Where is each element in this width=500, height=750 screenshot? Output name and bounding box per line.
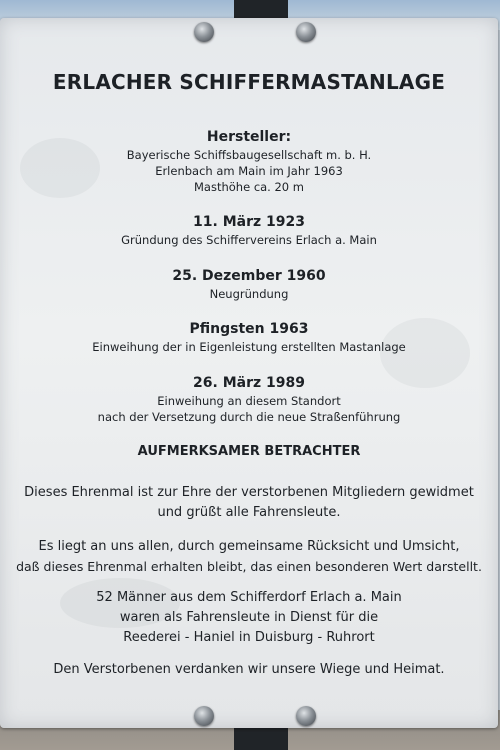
manufacturer-line: Masthöhe ca. 20 m [194, 180, 304, 194]
event-text: Gründung des Schiffervereins Erlach a. Main [121, 233, 377, 247]
paragraph-line: daß dieses Ehrenmal erhalten bleibt, das einen besonderen Wert darstellt. [16, 559, 482, 574]
paragraph-closing [0, 660, 498, 680]
bolt-icon [194, 706, 214, 726]
event-text: Einweihung an diesem Standort [157, 394, 341, 408]
bolt-icon [296, 22, 316, 42]
event-1960 [0, 267, 498, 302]
paragraph-line: Dieses Ehrenmal ist zur Ehre der verstorbenen Mitgliedern gewidmet [24, 485, 474, 500]
event-text: Einweihung der in Eigenleistung erstellten Mastanlage [92, 340, 406, 354]
sign-title: ERLACHER SCHIFFERMASTANLAGE [52, 70, 446, 94]
event-date: 26. März 1989 [193, 375, 305, 391]
event-text: Neugründung [209, 287, 289, 301]
bolt-icon [194, 22, 214, 42]
manufacturer-line: Erlenbach am Main im Jahr 1963 [155, 164, 343, 178]
manufacturer-heading: Hersteller: [206, 129, 292, 145]
paragraph-line: und grüßt alle Fahrensleute. [157, 505, 341, 520]
event-1923 [0, 213, 498, 248]
paragraph-line: Den Verstorbenen verdanken wir unsere Wiege und Heimat. [53, 662, 445, 677]
event-1963 [0, 320, 498, 355]
event-date: 11. März 1923 [193, 214, 305, 230]
event-date: 25. Dezember 1960 [172, 268, 326, 284]
manufacturer-block [0, 128, 498, 195]
manufacturer-line: Bayerische Schiffsbaugesellschaft m. b. H. [126, 148, 372, 162]
bolt-icon [296, 706, 316, 726]
paragraph-men [0, 588, 498, 648]
memorial-sign [0, 18, 498, 728]
event-1989 [0, 374, 498, 425]
paragraph-line: Reederei - Haniel in Duisburg - Ruhrort [123, 630, 375, 645]
paragraph-line: Es liegt an uns allen, durch gemeinsame Rücksicht und Umsicht, [38, 539, 460, 554]
paragraph-line: waren als Fahrensleute in Dienst für die [119, 610, 379, 625]
paragraph-care [0, 537, 498, 577]
paragraph-line: 52 Männer aus dem Schifferdorf Erlach a. Main [96, 590, 402, 605]
event-text: nach der Versetzung durch die neue Straßenführung [97, 410, 401, 424]
event-date: Pfingsten 1963 [189, 321, 309, 337]
paragraph-dedication [0, 483, 498, 523]
section-heading: AUFMERKSAMER BETRACHTER [137, 444, 361, 459]
